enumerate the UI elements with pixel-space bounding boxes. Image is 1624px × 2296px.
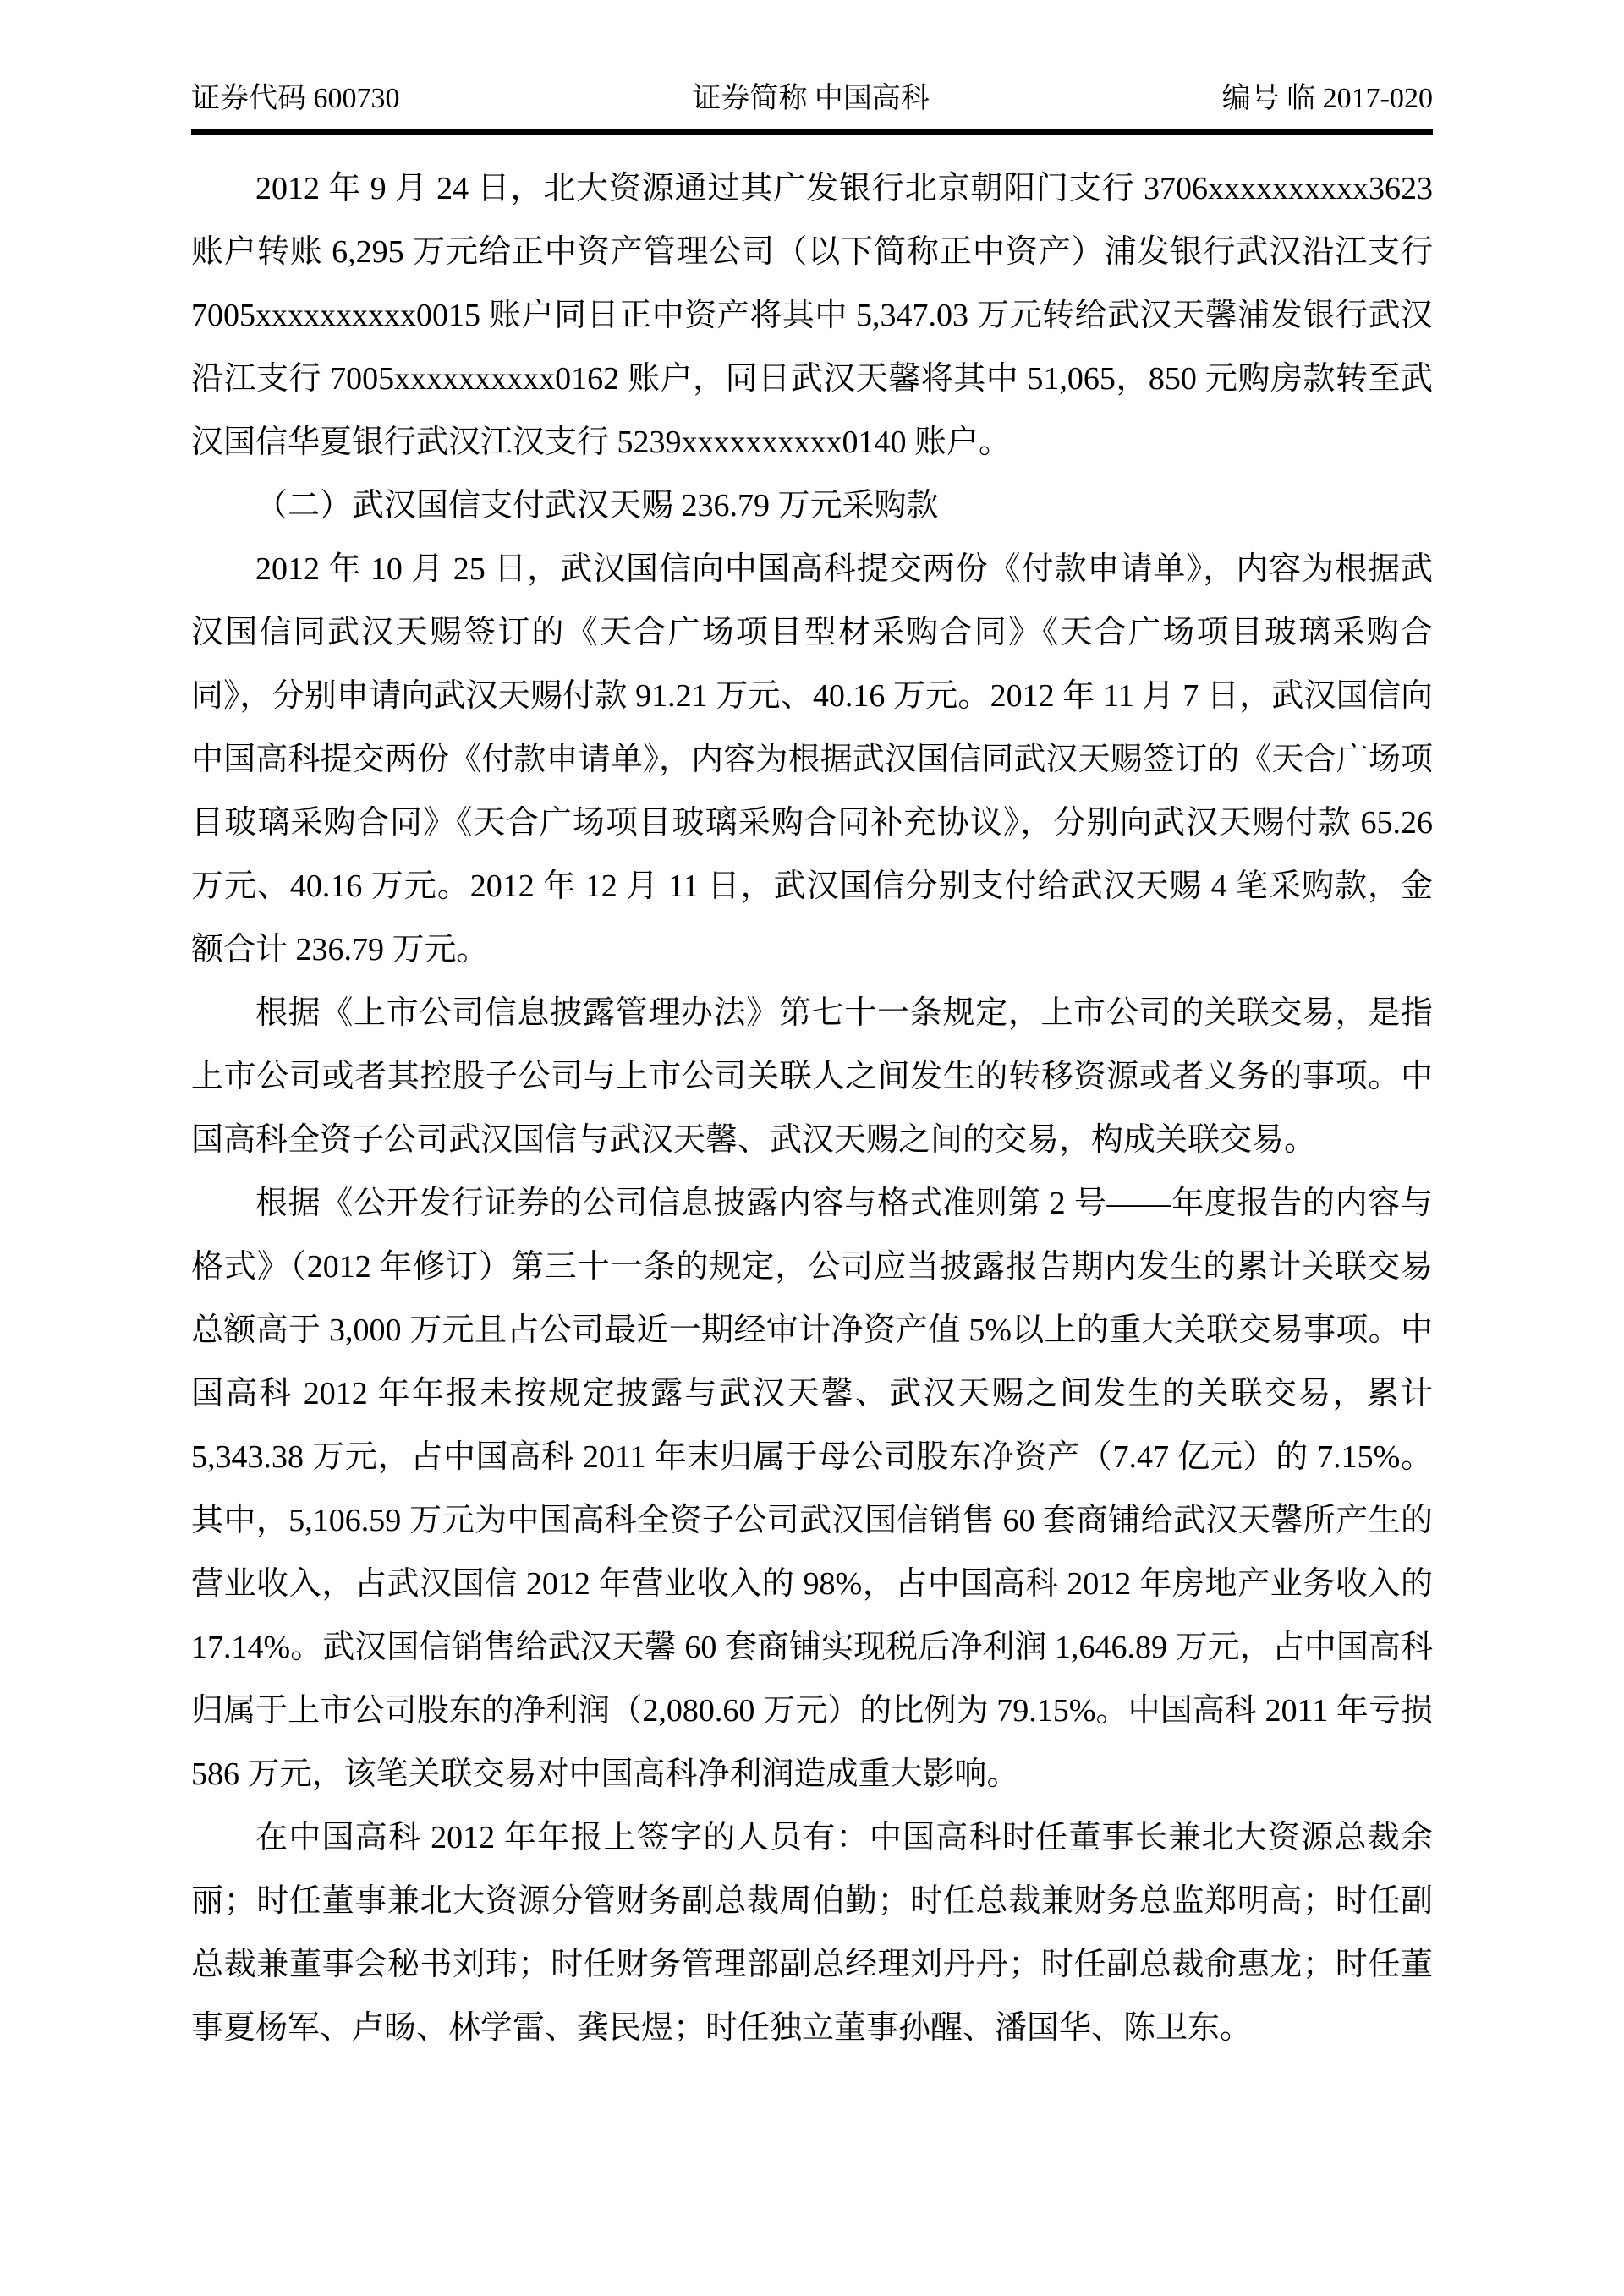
header-stock-code: 证券代码 600730 <box>191 83 400 114</box>
paragraph-signatories: 在中国高科 2012 年年报上签字的人员有：中国高科时任董事长兼北大资源总裁余丽；时任董事兼北大资源分管财务副总裁周伯勤；时任总裁兼财务总监郑明高；时任副总裁兼董事会秘书刘玮；时任财务管理部副总经理刘丹丹；时任副总裁俞惠龙；时任董事夏杨军、卢旸、林学雷、龚民煜；时任独立董事孙醒、潘国华、陈卫东。 <box>191 1820 1433 2046</box>
header-divider <box>191 129 1433 135</box>
paragraph-related-transaction-definition: 根据《上市公司信息披露管理办法》第七十一条规定，上市公司的关联交易，是指上市公司或者其控股子公司与上市公司关联人之间发生的转移资源或者义务的事项。中国高科全资子公司武汉国信与武汉天馨、武汉天赐之间的交易，构成关联交易。 <box>191 995 1433 1158</box>
paragraph-bank-transfers: 2012 年 9 月 24 日，北大资源通过其广发银行北京朝阳门支行 3706xxxxxxxxxx3623 账户转账 6,295 万元给正中资产管理公司（以下简称正中资产）浦发银行武汉沿江支行 7005xxxxxxxxxx0015 账户同日正中资产将其中 5,347.03 万元转给武汉天馨浦发银行武汉沿江支行 7005xxxxxxxxxx0162 账户，同日武汉天馨将其中 51,065，850 元购房款转至武汉国信华夏银行武汉江汉支行 5239xxxxxxxxxx0140 账户。 <box>191 171 1433 460</box>
header-stock-name: 证券简称 中国高科 <box>692 83 930 114</box>
page-content <box>191 0 1433 2060</box>
paragraph-procurement-payments: 2012 年 10 月 25 日，武汉国信向中国高科提交两份《付款申请单》，内容为根据武汉国信同武汉天赐签订的《天合广场项目型材采购合同》《天合广场项目玻璃采购合同》，分别申请向武汉天赐付款 91.21 万元、40.16 万元。2012 年 11 月 7 日，武汉国信向中国高科提交两份《付款申请单》，内容为根据武汉国信同武汉天赐签订的《天合广场项目玻璃采购合同》《天合广场项目玻璃采购合同补充协议》，分别向武汉天赐付款 65.26 万元、40.16 万元。2012 年 12 月 11 日，武汉国信分别支付给武汉天赐 4 笔采购款，金额合计 236.79 万元。 <box>191 551 1433 967</box>
section-heading-2: （二）武汉国信支付武汉天赐 236.79 万元采购款 <box>255 488 939 523</box>
document-header <box>191 82 1433 116</box>
paragraph-disclosure-rules: 根据《公开发行证券的公司信息披露内容与格式准则第 2 号——年度报告的内容与格式》（2012 年修订）第三十一条的规定，公司应当披露报告期内发生的累计关联交易总额高于 3,000 万元且占公司最近一期经审计净资产值 5%以上的重大关联交易事项。中国高科 2012 年年报未按规定披露与武汉天馨、武汉天赐之间发生的关联交易，累计 5,343.38 万元，占中国高科 2011 年末归属于母公司股东净资产（7.47 亿元）的 7.15%。其中，5,106.59 万元为中国高科全资子公司武汉国信销售 60 套商铺给武汉天馨所产生的营业收入，占武汉国信 2012 年营业收入的 98%，占中国高科 2012 年房地产业务收入的 17.14%。武汉国信销售给武汉天馨 60 套商铺实现税后净利润 1,646.89 万元，占中国高科归属于上市公司股东的净利润（2,080.60 万元）的比例为 79.15%。中国高科 2011 年亏损 586 万元，该笔关联交易对中国高科净利润造成重大影响。 <box>191 1186 1433 1792</box>
header-doc-number: 编号 临 2017-020 <box>1221 83 1433 114</box>
document-body <box>191 157 1433 2060</box>
